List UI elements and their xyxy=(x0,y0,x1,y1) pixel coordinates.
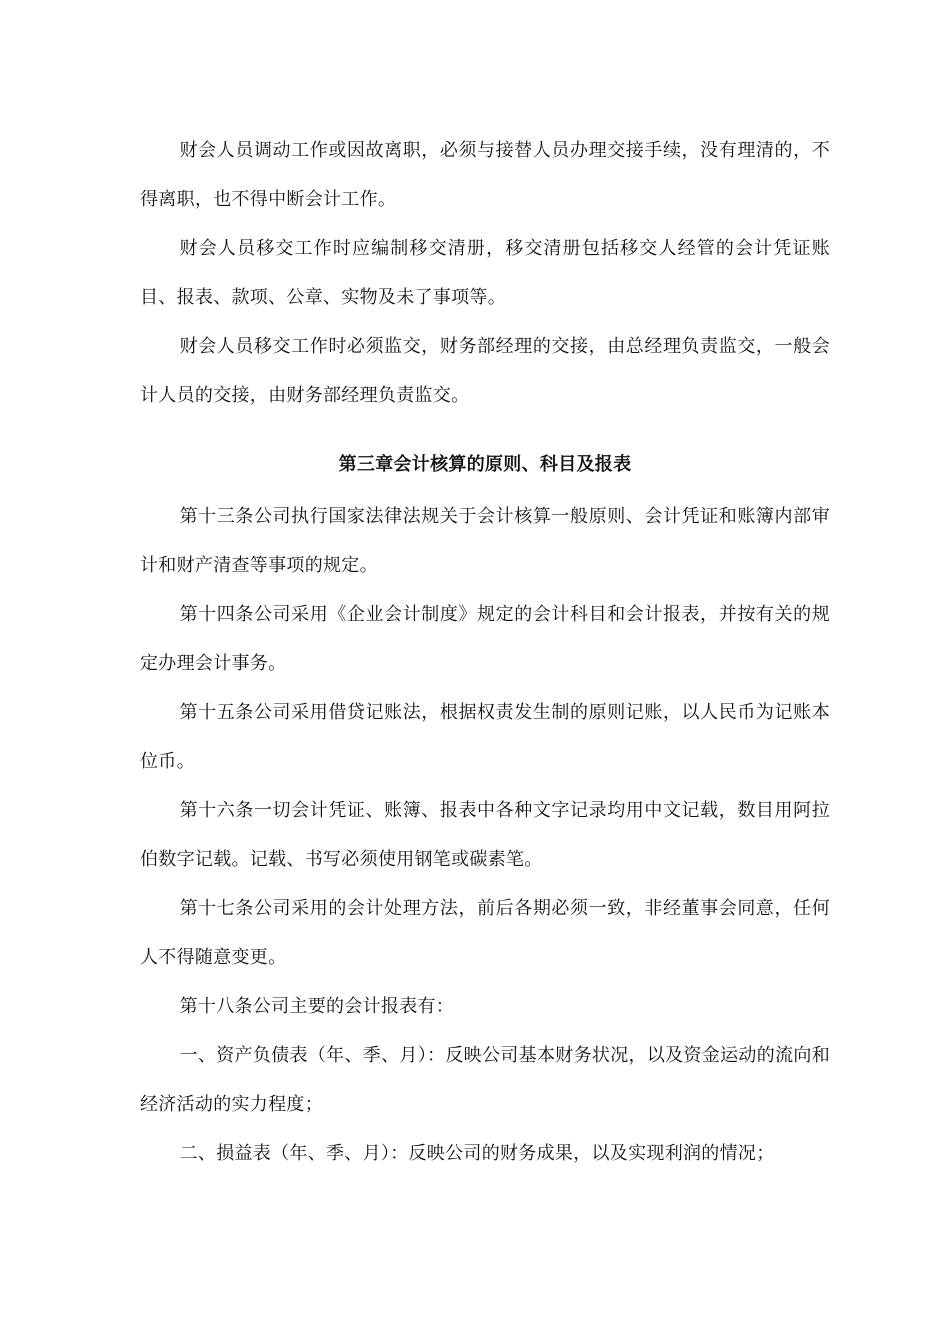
report-item-income-statement: 二、损益表（年、季、月）：反映公司的财务成果，以及实现利润的情况； xyxy=(179,1143,775,1164)
paragraph-handover-list: 财会人员移交工作时应编制移交清册，移交清册包括移交人经管的会计凭证账目、报表、款项、公章、实物及未了事项等。 xyxy=(140,238,830,308)
article-15: 第十五条公司采用借贷记账法，根据权责发生制的原则记账，以人民币为记账本位币。 xyxy=(140,702,830,772)
paragraph-handover-duty: 财会人员调动工作或因故离职，必须与接替人员办理交接手续，没有理清的，不得离职，也不得中断会计工作。 xyxy=(140,140,830,210)
paragraph-handover-supervision: 财会人员移交工作时必须监交，财务部经理的交接，由总经理负责监交，一般会计人员的交接，由财务部经理负责监交。 xyxy=(140,336,830,406)
article-13: 第十三条公司执行国家法律法规关于会计核算一般原则、会计凭证和账簿内部审计和财产清查等事项的规定。 xyxy=(140,506,830,576)
article-17: 第十七条公司采用的会计处理方法，前后各期必须一致，非经董事会同意，任何人不得随意变更。 xyxy=(140,898,830,968)
document-body xyxy=(140,126,830,1178)
article-16: 第十六条一切会计凭证、账簿、报表中各种文字记录均用中文记载，数目用阿拉伯数字记载。记载、书写必须使用钢笔或碳素笔。 xyxy=(140,800,830,870)
article-18: 第十八条公司主要的会计报表有： xyxy=(179,996,455,1017)
article-14: 第十四条公司采用《企业会计制度》规定的会计科目和会计报表，并按有关的规定办理会计事务。 xyxy=(140,604,830,674)
chapter-heading: 第三章会计核算的原则、科目及报表 xyxy=(338,454,632,475)
report-item-balance-sheet: 一、资产负债表（年、季、月）：反映公司基本财务状况，以及资金运动的流向和经济活动的实力程度； xyxy=(140,1045,830,1115)
